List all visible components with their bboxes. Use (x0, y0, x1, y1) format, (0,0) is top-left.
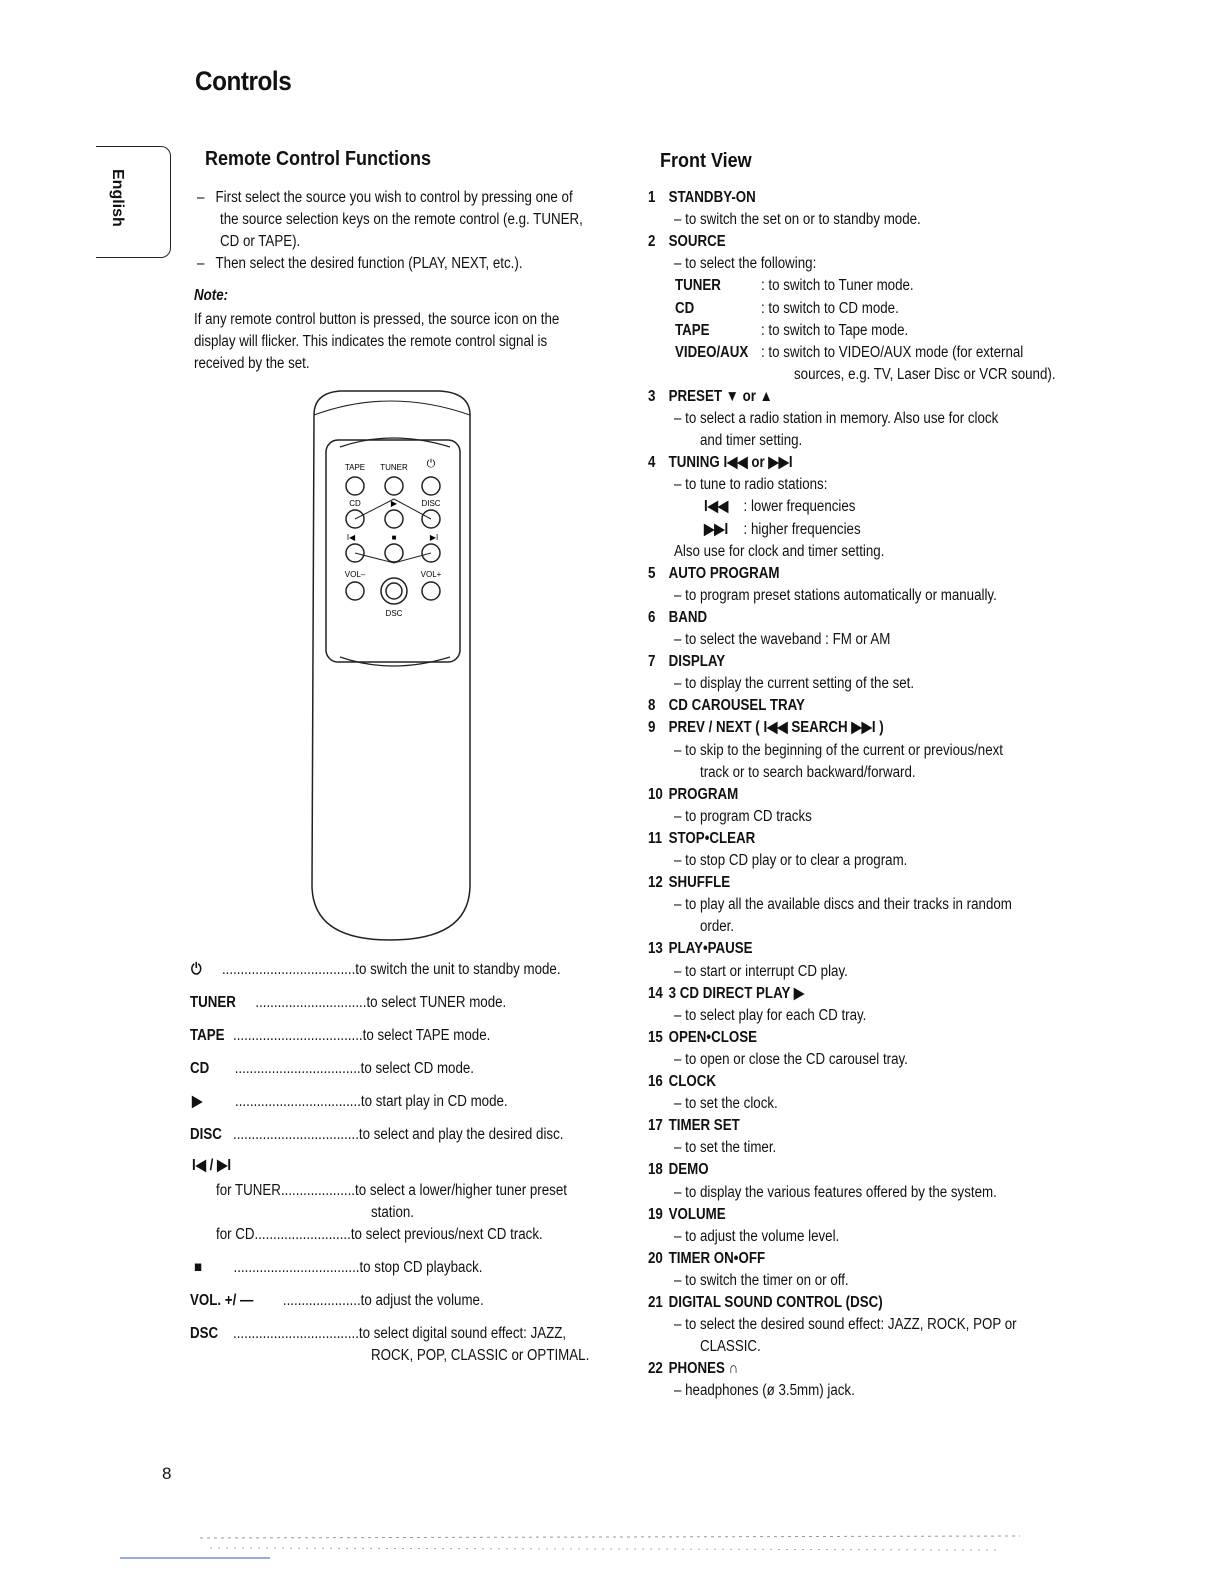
function-row-tape: TAPE ...................................to select TAPE mode. (190, 1027, 491, 1044)
front-item-17 (648, 1115, 740, 1137)
front-item-title: PHONES ∩ (668, 1360, 739, 1377)
front-item-desc: – to select the waveband : FM or AM (674, 631, 891, 648)
front-item-title: BAND (668, 609, 708, 626)
front-item-title: DIGITAL SOUND CONTROL (DSC) (668, 1294, 883, 1311)
source-mode-key: VIDEO/AUX (675, 344, 749, 361)
tuning-mode-row (704, 496, 855, 518)
front-item-desc: – to display the current setting of the set. (674, 675, 915, 692)
front-item-title: 3 CD DIRECT PLAY ▶ (668, 985, 805, 1002)
front-item-title: TIMER ON•OFF (668, 1250, 766, 1267)
function-row-volume: VOL. +/ — .....................to adjust the volume. (190, 1292, 484, 1309)
source-mode-key: TUNER (675, 277, 721, 294)
remote-label-vol-minus: VOL– (344, 570, 366, 579)
tuning-mode-key: ▶▶I (704, 521, 729, 538)
front-item-15 (648, 1027, 757, 1049)
front-item-desc: – to set the timer. (674, 1139, 777, 1156)
standby-button[interactable] (422, 477, 440, 495)
front-item-7 (648, 651, 725, 673)
front-item-9 (648, 717, 884, 739)
front-item-desc: – to program preset stations automatically or manually. (674, 587, 997, 604)
function-row-skip: I◀ / ▶I (192, 1157, 232, 1174)
front-item-number: 22 (648, 1360, 663, 1377)
function-row-disc: DISC ..................................to select and play the desired disc. (190, 1126, 564, 1143)
source-mode-row (675, 342, 1023, 364)
source-mode-row (675, 320, 908, 342)
front-item-21 (648, 1292, 883, 1314)
function-row-skip-cd: for CD..........................to select previous/next CD track. (216, 1226, 543, 1243)
front-item-desc: – to open or close the CD carousel tray. (674, 1051, 908, 1068)
front-item-number: 19 (648, 1206, 663, 1223)
front-item-4 (648, 452, 793, 474)
tuning-mode-key: I◀◀ (704, 498, 729, 515)
vol-plus-button[interactable] (422, 582, 440, 600)
source-mode-key: CD (675, 300, 695, 317)
front-item-title: VOLUME (668, 1206, 726, 1223)
front-item-desc: – to adjust the volume level. (674, 1228, 840, 1245)
language-tab-label: English (109, 169, 126, 227)
front-item-title: PLAY•PAUSE (668, 940, 753, 957)
front-item-3 (648, 386, 773, 408)
function-row-skip-tuner: for TUNER....................to select a lower/higher tuner preset (216, 1182, 567, 1199)
front-item-number: 20 (648, 1250, 663, 1267)
front-item-desc: – to start or interrupt CD play. (674, 963, 848, 980)
remote-label-vol-plus: VOL+ (420, 570, 442, 579)
front-item-title: PREV / NEXT ( I◀◀ SEARCH ▶▶I ) (668, 719, 884, 736)
front-item-desc: – to set the clock. (674, 1095, 778, 1112)
remote-label-tuner: TUNER (380, 463, 408, 472)
front-item-18 (648, 1159, 709, 1181)
front-item-title: SOURCE (668, 233, 726, 250)
function-row-dsc: DSC ..................................to select digital sound effect: JAZZ, (190, 1325, 567, 1342)
note-label: Note: (194, 287, 229, 304)
front-item-desc: CLASSIC. (700, 1338, 761, 1355)
function-row-standby: ⏻ ....................................to switch the unit to standby mode. (191, 961, 561, 978)
front-item-desc: – to display the various features offered by the system. (674, 1184, 997, 1201)
front-item-6 (648, 607, 707, 629)
tuning-mode-desc: : lower frequencies (743, 498, 856, 515)
remote-bullet-2: – Then select the desired function (PLAY, NEXT, etc.). (197, 255, 523, 272)
page-number: 8 (162, 1464, 172, 1483)
front-item-number: 17 (648, 1117, 663, 1134)
front-item-desc: – to skip to the beginning of the current or previous/next (674, 742, 1004, 759)
function-row-dsc-line2: ROCK, POP, CLASSIC or OPTIMAL. (371, 1347, 590, 1364)
source-mode-row (675, 298, 899, 320)
front-item-number: 15 (648, 1029, 663, 1046)
front-item-16 (648, 1071, 716, 1093)
front-item-desc: – to stop CD play or to clear a program. (674, 852, 908, 869)
front-item-title: CLOCK (668, 1073, 717, 1090)
front-item-number: 4 (648, 454, 656, 471)
front-item-12 (648, 872, 730, 894)
function-row-play: ▶ ..................................to start play in CD mode. (192, 1093, 508, 1110)
remote-bullet-1-line2: the source selection keys on the remote control (e.g. TUNER, (220, 211, 583, 228)
front-item-10 (648, 784, 738, 806)
front-item-desc: – to select play for each CD tray. (674, 1007, 867, 1024)
front-item-number: 14 (648, 985, 663, 1002)
remote-control-illustration (300, 385, 480, 945)
prev-icon: I◀ (346, 533, 356, 542)
standby-icon: ⏻ (426, 458, 436, 470)
front-item-13 (648, 938, 753, 960)
function-row-stop: ■ ..................................to stop CD playback. (194, 1259, 483, 1276)
front-view-heading: Front View (660, 150, 752, 172)
tuner-button[interactable] (385, 477, 403, 495)
front-item-1 (648, 187, 756, 209)
front-item-desc: – to play all the available discs and their tracks in random (674, 896, 1012, 913)
front-item-desc: – to select the following: (674, 255, 817, 272)
front-item-number: 13 (648, 940, 663, 957)
function-row-skip-tuner-line2: station. (371, 1204, 414, 1221)
front-item-title: PROGRAM (668, 786, 739, 803)
front-item-title: STOP•CLEAR (668, 830, 756, 847)
front-item-number: 10 (648, 786, 663, 803)
tuning-mode-desc: : higher frequencies (743, 521, 861, 538)
front-item-number: 12 (648, 874, 663, 891)
front-item-number: 2 (648, 233, 656, 250)
front-item-8 (648, 695, 805, 717)
page-title: Controls (195, 66, 292, 96)
remote-label-disc: DISC (421, 499, 441, 508)
front-item-number: 18 (648, 1161, 663, 1178)
front-item-title: SHUFFLE (668, 874, 731, 891)
remote-bullet-1: – First select the source you wish to control by pressing one of (197, 189, 573, 206)
front-item-title: TIMER SET (668, 1117, 740, 1134)
front-item-desc: order. (700, 918, 735, 935)
front-item-5 (648, 563, 779, 585)
front-item-22 (648, 1358, 738, 1380)
front-item-number: 7 (648, 653, 656, 670)
front-item-title: STANDBY-ON (668, 189, 756, 206)
front-item-number: 6 (648, 609, 656, 626)
remote-bullet-1-line3: CD or TAPE). (220, 233, 301, 250)
language-tab (96, 146, 171, 258)
front-item-number: 8 (648, 697, 656, 714)
note-line-1: If any remote control button is pressed, the source icon on the (194, 311, 560, 328)
tuning-extra: Also use for clock and timer setting. (674, 543, 885, 560)
front-item-2 (648, 231, 726, 253)
front-item-number: 11 (648, 830, 663, 847)
front-item-desc: – headphones (ø 3.5mm) jack. (674, 1382, 855, 1399)
front-item-desc: – to program CD tracks (674, 808, 812, 825)
remote-label-dsc: DSC (385, 609, 403, 618)
next-icon: ▶I (429, 533, 439, 542)
remote-heading: Remote Control Functions (205, 148, 431, 170)
front-item-desc: – to select a radio station in memory. Also use for clock (674, 410, 999, 427)
front-item-title: DISPLAY (668, 653, 726, 670)
vol-minus-button[interactable] (346, 582, 364, 600)
front-item-title: AUTO PROGRAM (668, 565, 780, 582)
front-item-number: 9 (648, 719, 656, 736)
stop-button[interactable] (385, 544, 403, 562)
source-mode-desc: : to switch to VIDEO/AUX mode (for external (761, 344, 1024, 361)
remote-label-tape: TAPE (344, 463, 366, 472)
front-item-number: 5 (648, 565, 656, 582)
front-item-title: CD CAROUSEL TRAY (668, 697, 805, 714)
function-row-tuner: TUNER ..............................to select TUNER mode. (190, 994, 507, 1011)
tape-button[interactable] (346, 477, 364, 495)
front-item-number: 16 (648, 1073, 663, 1090)
front-item-desc: and timer setting. (700, 432, 803, 449)
front-item-desc: – to tune to radio stations: (674, 476, 828, 493)
source-mode-desc: : to switch to Tape mode. (761, 322, 909, 339)
source-mode-desc-line2: sources, e.g. TV, Laser Disc or VCR sound). (794, 366, 1056, 383)
front-item-title: TUNING I◀◀ or ▶▶I (668, 454, 793, 471)
dsc-button[interactable] (381, 578, 407, 604)
front-item-number: 21 (648, 1294, 663, 1311)
source-mode-row (675, 275, 914, 297)
front-item-19 (648, 1204, 726, 1226)
tuning-mode-row (704, 519, 861, 541)
front-item-desc: – to switch the set on or to standby mode. (674, 211, 921, 228)
source-mode-key: TAPE (675, 322, 710, 339)
remote-label-cd: CD (349, 499, 361, 508)
front-item-title: PRESET ▼ or ▲ (668, 388, 773, 405)
front-item-20 (648, 1248, 765, 1270)
stop-icon: ■ (391, 533, 397, 542)
front-item-desc: – to switch the timer on or off. (674, 1272, 849, 1289)
scan-artifact (120, 1530, 1100, 1580)
source-mode-desc: : to switch to CD mode. (761, 300, 899, 317)
front-item-number: 3 (648, 388, 656, 405)
front-item-title: OPEN•CLOSE (668, 1029, 758, 1046)
front-item-desc: track or to search backward/forward. (700, 764, 916, 781)
front-item-14 (648, 983, 804, 1005)
front-item-number: 1 (648, 189, 656, 206)
note-line-2: display will flicker. This indicates the remote control signal is (194, 333, 548, 350)
front-item-title: DEMO (668, 1161, 709, 1178)
function-row-cd: CD ..................................to select CD mode. (190, 1060, 475, 1077)
source-mode-desc: : to switch to Tuner mode. (761, 277, 914, 294)
front-item-11 (648, 828, 755, 850)
play-button[interactable] (385, 510, 403, 528)
front-item-desc: – to select the desired sound effect: JAZZ, ROCK, POP or (674, 1316, 1017, 1333)
note-line-3: received by the set. (194, 355, 310, 372)
play-icon: ▶ (390, 499, 398, 508)
